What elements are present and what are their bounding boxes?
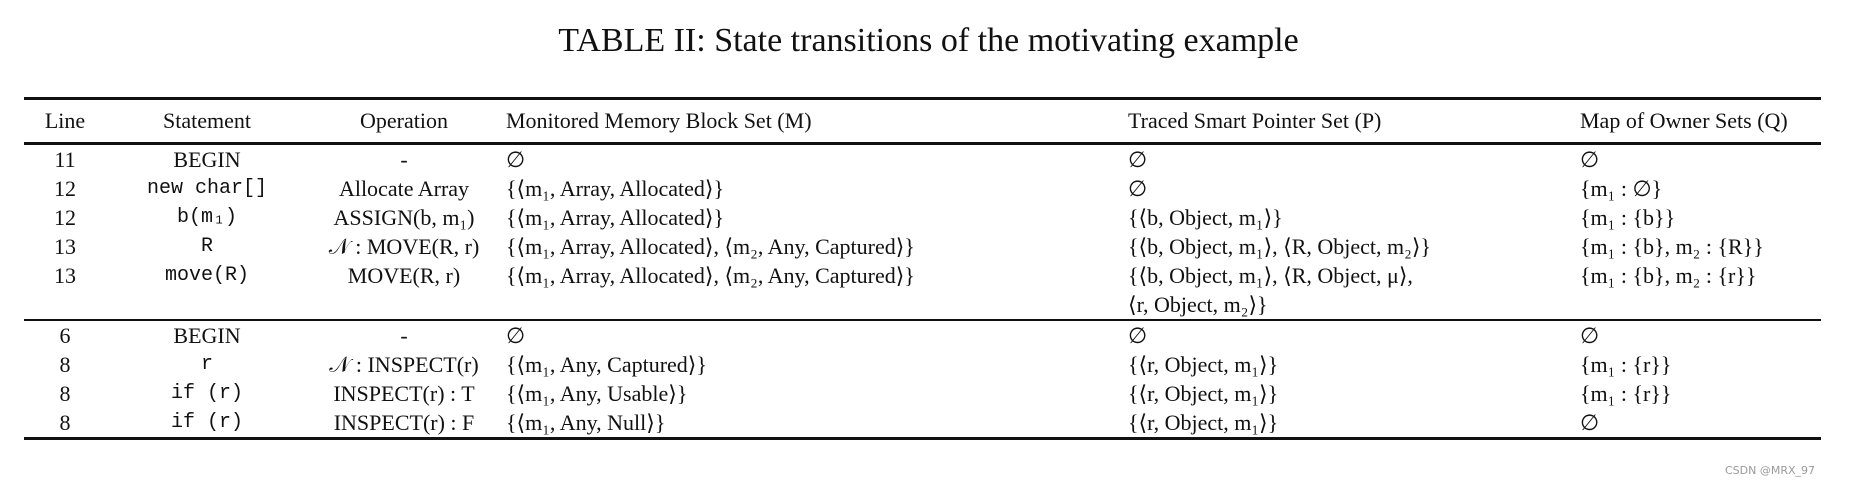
table-row — [24, 320, 1821, 350]
cell-owner-map: {m₁ : {r}} — [1580, 381, 1672, 406]
row-group-2 — [24, 320, 1821, 439]
state-transitions-table — [24, 97, 1821, 440]
cell-statement: if (r) — [170, 382, 243, 405]
cell-traced-pointer: ∅ — [1128, 176, 1148, 201]
cell-traced-pointer: ⟨r, Object, m₂⟩} — [1128, 292, 1268, 317]
cell-statement: R — [200, 235, 213, 258]
table-row — [24, 261, 1821, 290]
cell-operation: 𝒩 : INSPECT(r) — [329, 352, 479, 377]
header-traced-pointer: Traced Smart Pointer Set (P) — [1122, 99, 1574, 144]
table-row — [24, 232, 1821, 261]
cell-operation: - — [400, 147, 408, 172]
cell-monitored-memory: {⟨m₁, Any, Null⟩} — [500, 408, 1122, 439]
cell-statement: r — [200, 353, 213, 376]
cell-line: 8 — [59, 381, 71, 406]
watermark: CSDN @MRX_97 — [1724, 464, 1815, 477]
cell-traced-pointer: {⟨r, Object, m₁⟩} — [1128, 381, 1279, 406]
cell-operation: INSPECT(r) : T — [333, 381, 475, 406]
header-row — [24, 99, 1821, 144]
cell-statement: if (r) — [106, 408, 308, 439]
table-row — [24, 379, 1821, 408]
cell-operation: Allocate Array — [338, 176, 470, 201]
cell-traced-pointer: {⟨r, Object, m₁⟩} — [1122, 408, 1574, 439]
cell-operation: INSPECT(r) : F — [308, 408, 500, 439]
cell-operation: ASSIGN(b, m₁) — [333, 205, 475, 230]
cell-operation: MOVE(R, r) — [347, 263, 461, 288]
cell-traced-pointer: {⟨r, Object, m₁⟩} — [1128, 352, 1279, 377]
cell-monitored-memory: ∅ — [500, 320, 1122, 350]
table-row — [24, 203, 1821, 232]
cell-operation: - — [308, 320, 500, 350]
header-line: Line — [24, 99, 106, 144]
cell-line: 12 — [54, 205, 76, 230]
cell-traced-pointer: ∅ — [1128, 147, 1148, 172]
cell-traced-pointer: {⟨b, Object, m₁⟩} — [1128, 205, 1283, 230]
cell-owner-map: {m₁ : {b}, m₂ : {R}} — [1580, 234, 1764, 259]
cell-statement: new char[] — [146, 177, 268, 200]
cell-operation — [308, 290, 500, 320]
cell-statement: b(m₁) — [176, 206, 237, 229]
cell-owner-map: {m₁ : {b}} — [1580, 205, 1676, 230]
cell-line: 12 — [54, 176, 76, 201]
cell-statement: move(R) — [164, 264, 249, 287]
cell-owner-map: ∅ — [1580, 147, 1600, 172]
header-owner-map: Map of Owner Sets (Q) — [1574, 99, 1821, 144]
cell-monitored-memory: {⟨m₁, Any, Usable⟩} — [506, 381, 688, 406]
header-statement: Statement — [106, 99, 308, 144]
cell-monitored-memory — [500, 290, 1122, 320]
cell-statement: BEGIN — [173, 147, 241, 172]
table-row — [24, 144, 1821, 175]
cell-statement: BEGIN — [106, 320, 308, 350]
cell-monitored-memory: {⟨m₁, Array, Allocated⟩, ⟨m₂, Any, Captured⟩} — [506, 263, 915, 288]
cell-owner-map: ∅ — [1574, 320, 1821, 350]
cell-traced-pointer: {⟨b, Object, m₁⟩, ⟨R, Object, m₂⟩} — [1128, 234, 1431, 259]
cell-owner-map — [1574, 290, 1821, 320]
cell-line: 13 — [54, 234, 76, 259]
row-group-1 — [24, 144, 1821, 321]
cell-owner-map: ∅ — [1574, 408, 1821, 439]
table-row — [24, 290, 1821, 320]
cell-line: 8 — [59, 352, 71, 377]
cell-monitored-memory: {⟨m₁, Any, Captured⟩} — [506, 352, 707, 377]
cell-owner-map: {m₁ : ∅} — [1580, 176, 1663, 201]
cell-traced-pointer: {⟨b, Object, m₁⟩, ⟨R, Object, μ⟩, — [1128, 263, 1413, 288]
cell-operation: 𝒩 : MOVE(R, r) — [328, 234, 480, 259]
cell-statement — [106, 290, 308, 320]
cell-monitored-memory: {⟨m₁, Array, Allocated⟩} — [506, 176, 725, 201]
cell-traced-pointer: ∅ — [1122, 320, 1574, 350]
cell-line: 11 — [54, 147, 76, 172]
table-row — [24, 174, 1821, 203]
cell-line: 8 — [24, 408, 106, 439]
header-operation: Operation — [308, 99, 500, 144]
cell-line — [24, 290, 106, 320]
cell-owner-map: {m₁ : {r}} — [1580, 352, 1672, 377]
table-row — [24, 350, 1821, 379]
table-caption: TABLE II: State transitions of the motivating example — [558, 22, 1299, 59]
cell-monitored-memory: {⟨m₁, Array, Allocated⟩, ⟨m₂, Any, Captured⟩} — [506, 234, 915, 259]
table-row — [24, 408, 1821, 439]
cell-monitored-memory: {⟨m₁, Array, Allocated⟩} — [506, 205, 725, 230]
header-monitored-memory: Monitored Memory Block Set (M) — [500, 99, 1122, 144]
cell-line: 13 — [54, 263, 76, 288]
cell-line: 6 — [24, 320, 106, 350]
cell-owner-map: {m₁ : {b}, m₂ : {r}} — [1580, 263, 1757, 288]
cell-monitored-memory: ∅ — [506, 147, 526, 172]
